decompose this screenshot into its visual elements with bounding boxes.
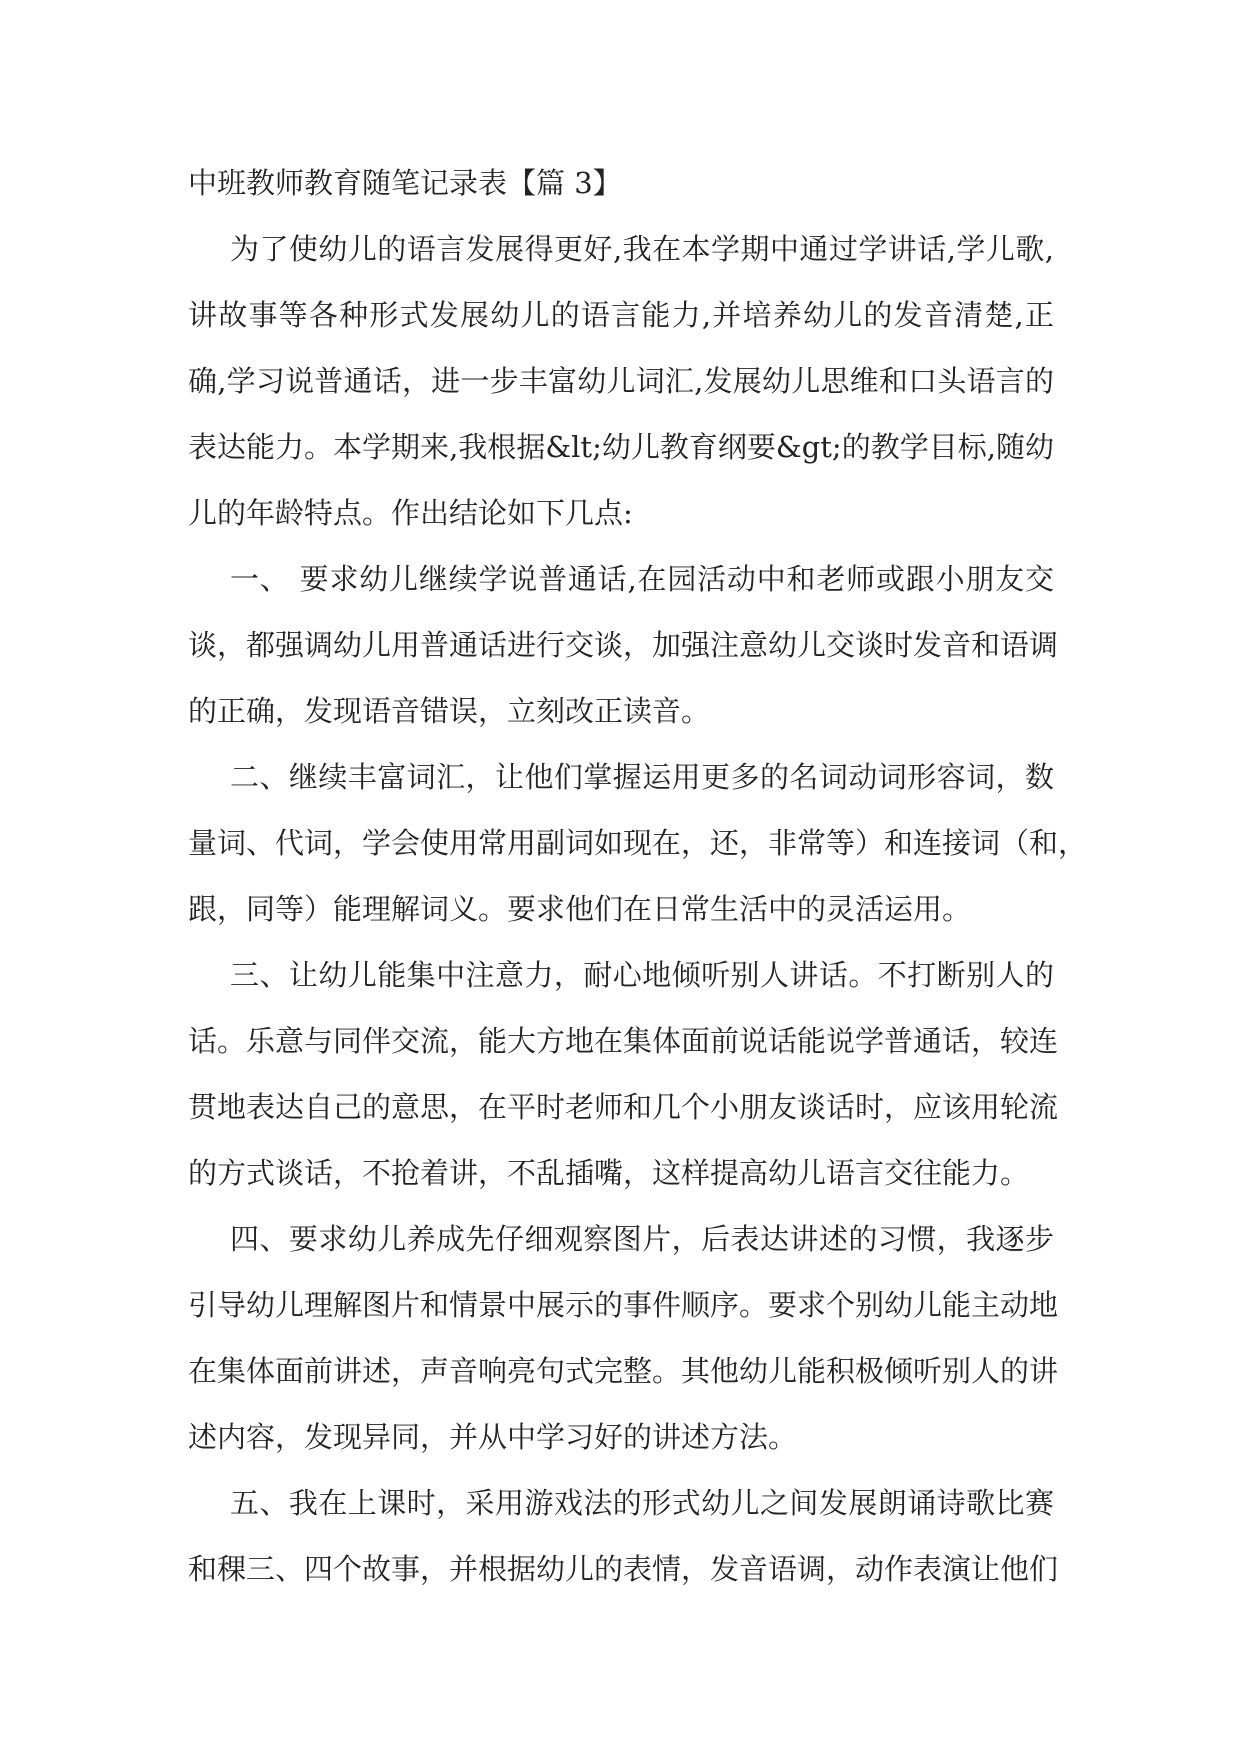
paragraph-line: 表达能力。本学期来,我根据&lt;幼儿教育纲要&gt;的教学目标,随幼 (188, 430, 1054, 464)
page-title: 中班教师教育随笔记录表【篇 3】 (188, 166, 622, 200)
paragraph (188, 942, 1059, 1206)
paragraph (188, 1206, 1059, 1470)
paragraph-line: 的方式谈话，不抢着讲，不乱插嘴，这样提高幼儿语言交往能力。 (188, 1156, 1030, 1190)
paragraph-line: 跟，同等）能理解词义。要求他们在日常生活中的灵活运用。 (188, 892, 972, 926)
paragraph-line: 为了使幼儿的语言发展得更好,我在本学期中通过学讲话,学儿歌, (230, 232, 1054, 266)
paragraph-line: 在集体面前讲述，声音响亮句式完整。其他幼儿能积极倾听别人的讲 (188, 1354, 1059, 1388)
paragraph-line: 话。乐意与同伴交流，能大方地在集体面前说话能说学普通话，较连 (188, 1024, 1059, 1058)
paragraph-line: 四、要求幼儿养成先仔细观察图片，后表达讲述的习惯，我逐步 (230, 1222, 1054, 1256)
paragraph-line: 述内容，发现异同，并从中学习好的讲述方法。 (188, 1420, 798, 1454)
paragraph-line: 确,学习说普通话，进一步丰富幼儿词汇,发展幼儿思维和口头语言的 (188, 364, 1054, 398)
paragraph (188, 744, 1088, 942)
paragraph-line: 儿的年龄特点。作出结论如下几点: (188, 496, 633, 530)
document-body (188, 150, 1088, 1602)
paragraph-line: 二、继续丰富词汇，让他们掌握运用更多的名词动词形容词，数 (230, 760, 1054, 794)
paragraph-line: 谈，都强调幼儿用普通话进行交谈，加强注意幼儿交谈时发音和语调 (188, 628, 1059, 662)
paragraph (188, 216, 1054, 546)
paragraph-line: 贯地表达自己的意思，在平时老师和几个小朋友谈话时，应该用轮流 (188, 1090, 1059, 1124)
paragraph-line: 引导幼儿理解图片和情景中展示的事件顺序。要求个别幼儿能主动地 (188, 1288, 1059, 1322)
paragraph-line: 一、 要求幼儿继续学说普通话,在园活动中和老师或跟小朋友交 (230, 562, 1054, 596)
paragraph (188, 546, 1059, 744)
paragraph-line: 和稞三、四个故事，并根据幼儿的表情，发音语调，动作表演让他们 (188, 1552, 1059, 1586)
paragraph-line: 讲故事等各种形式发展幼儿的语言能力,并培养幼儿的发音清楚,正 (188, 298, 1054, 332)
paragraph (188, 1470, 1059, 1602)
paragraph-line: 五、我在上课时，采用游戏法的形式幼儿之间发展朗诵诗歌比赛 (230, 1486, 1054, 1520)
paragraph-list (188, 216, 1088, 1602)
paragraph-line: 的正确，发现语音错误，立刻改正读音。 (188, 694, 711, 728)
paragraph-line: 量词、代词，学会使用常用副词如现在，还，非常等）和连接词（和， (188, 826, 1088, 860)
paragraph-line: 三、让幼儿能集中注意力，耐心地倾听别人讲话。不打断别人的 (230, 958, 1054, 992)
